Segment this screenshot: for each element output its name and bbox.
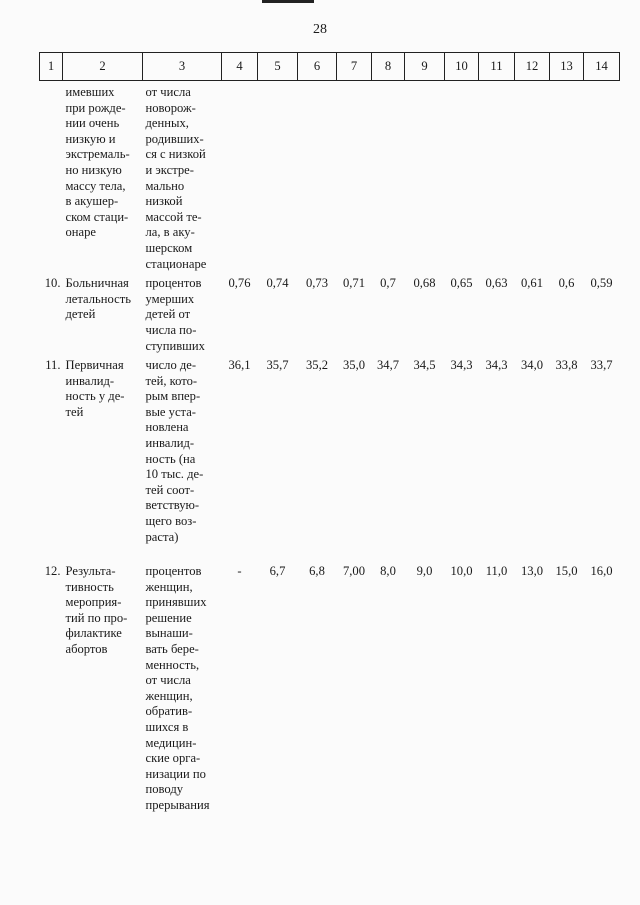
text-line: филактике [65,626,122,641]
value-cell: 33,8 [555,358,578,373]
text-line: тий по про- [65,610,128,625]
value-cell: 0,7 [380,276,396,291]
text-line: шихся в [145,720,189,735]
text-line: щего воз- [145,514,197,529]
value-cell: 0,76 [228,276,251,291]
value-cell: 6,8 [309,564,325,579]
text-line: вынаши- [145,626,193,641]
indicator-name-cell [63,560,143,814]
text-line: ла, в аку- [145,225,195,240]
text-line: мально [145,178,185,193]
indicator-table [39,52,620,814]
value-cell: - [237,564,242,579]
text-line: Больничная [65,276,129,291]
value-cell: 10,0 [450,564,473,579]
text-line: число де- [145,358,197,373]
value-cell: 0,71 [342,276,366,291]
scan-artifact [262,0,314,3]
text-line: тивность [65,579,114,594]
text-line: принявших [145,595,207,610]
value-cell: 8,0 [380,564,396,579]
column-header-9: 9 [405,53,445,81]
value-cell: 7,00 [342,564,366,579]
indicator-name-cell [63,354,143,560]
table-row [40,272,620,354]
text-line: но низкую [65,162,122,177]
value-cell: 34,5 [413,358,436,373]
text-line: тей, кото- [145,373,198,388]
text-line: детей от [145,307,191,322]
text-line: нии очень [65,116,120,131]
text-line: процентов [145,276,202,291]
column-header-12: 12 [515,53,550,81]
value-cell: 36,1 [228,358,251,373]
table-row [40,354,620,560]
value-cell: 16,0 [590,564,613,579]
page-number: 28 [313,22,327,37]
text-line: ступивших [145,338,205,353]
text-line: процентов [145,564,202,579]
row-number-cell: 12. [44,564,61,579]
text-line: низации по [145,766,206,781]
indicator-name-cell [63,272,143,354]
column-header-4: 4 [222,53,258,81]
value-cell: 6,7 [269,564,286,579]
value-cell: 0,63 [485,276,508,291]
value-cell: 34,7 [376,358,400,373]
unit-cell [143,560,222,814]
column-header-8: 8 [372,53,405,81]
value-cell: 34,0 [520,358,544,373]
unit-cell [143,272,222,354]
value-cell: 34,3 [450,358,473,373]
text-line: от числа [145,673,191,688]
unit-cell [143,81,222,273]
value-cell: 35,2 [305,358,329,373]
column-header-5: 5 [258,53,298,81]
text-line: ность у де- [65,389,125,404]
text-line: умерших [145,291,195,306]
text-line: ские орга- [145,751,201,766]
text-line: массой те- [145,209,202,224]
text-line: экстремаль- [65,147,130,162]
text-line: Первичная [65,358,124,373]
value-cell: 0,74 [266,276,289,291]
column-header-3: 3 [143,53,222,81]
value-cell: 0,68 [413,276,436,291]
value-cell: 15,0 [555,564,578,579]
text-line: медицин- [145,735,197,750]
text-line: Результа- [65,564,116,579]
text-line: тей [65,404,84,419]
text-line: летальность [65,291,131,306]
text-line: шерском [145,240,193,255]
text-line: прерывания [145,798,210,812]
text-line: решение [145,610,192,625]
text-line: массу тела, [65,178,126,193]
text-line: стационаре [145,256,207,271]
text-line: абортов [65,642,108,657]
text-line: раста) [145,529,179,544]
text-line: ветствую- [145,498,200,513]
row-number-cell: 10. [44,276,61,291]
value-cell: 35,7 [266,358,289,373]
column-header-7: 7 [337,53,372,81]
text-line: и экстре- [145,162,194,177]
text-line: 10 тыс. де- [145,467,204,482]
text-line: вые уста- [145,404,196,419]
text-line: вать бере- [145,642,199,657]
value-cell: 0,73 [305,276,329,291]
text-line: онаре [65,225,97,240]
text-line: инвалид- [145,436,195,451]
value-cell: 35,0 [342,358,366,373]
value-cell: 0,65 [450,276,473,291]
text-line: при рожде- [65,100,126,115]
value-cell: 9,0 [416,564,433,579]
text-line: ском стаци- [65,209,129,224]
column-header-2: 2 [63,53,143,81]
column-header-10: 10 [445,53,479,81]
header-row [40,53,620,81]
unit-cell [143,354,222,560]
value-cell: 13,0 [520,564,544,579]
text-line: женщин, [145,688,193,703]
value-cell: 0,61 [520,276,544,291]
row-number-cell: 11. [45,358,61,373]
text-line: рым впер- [145,389,201,404]
value-cell: 0,59 [590,276,613,291]
indicator-name-cell [63,81,143,273]
text-line: числа по- [145,322,197,337]
text-line: низкую и [65,131,116,146]
text-line: поводу [145,782,184,797]
text-line: женщин, [145,579,193,594]
text-line: низкой [145,194,183,209]
text-line: менность, [145,657,200,672]
value-cell: 34,3 [485,358,508,373]
value-cell: 33,7 [590,358,613,373]
text-line: от числа [145,85,191,99]
value-cell: 0,6 [558,276,575,291]
text-line: тей соот- [145,482,195,497]
row-number-cell [40,81,63,273]
text-line: имевших [65,85,115,99]
column-header-1: 1 [40,53,63,81]
text-line: новлена [145,420,189,435]
column-header-11: 11 [479,53,515,81]
text-line: новорож- [145,100,196,115]
text-line: в акушер- [65,194,119,209]
text-line: детей [65,307,96,322]
text-line: ность (на [145,451,196,466]
text-line: мероприя- [65,595,122,610]
text-line: денных, [145,116,189,131]
text-line: инвалид- [65,373,115,388]
column-header-6: 6 [298,53,337,81]
table-row-continuation [40,81,620,273]
text-line: родивших- [145,131,204,146]
column-header-13: 13 [550,53,584,81]
column-header-14: 14 [584,53,620,81]
value-cell: 11,0 [485,564,508,579]
text-line: ся с низкой [145,147,206,162]
table-row [40,560,620,814]
text-line: обратив- [145,704,193,719]
